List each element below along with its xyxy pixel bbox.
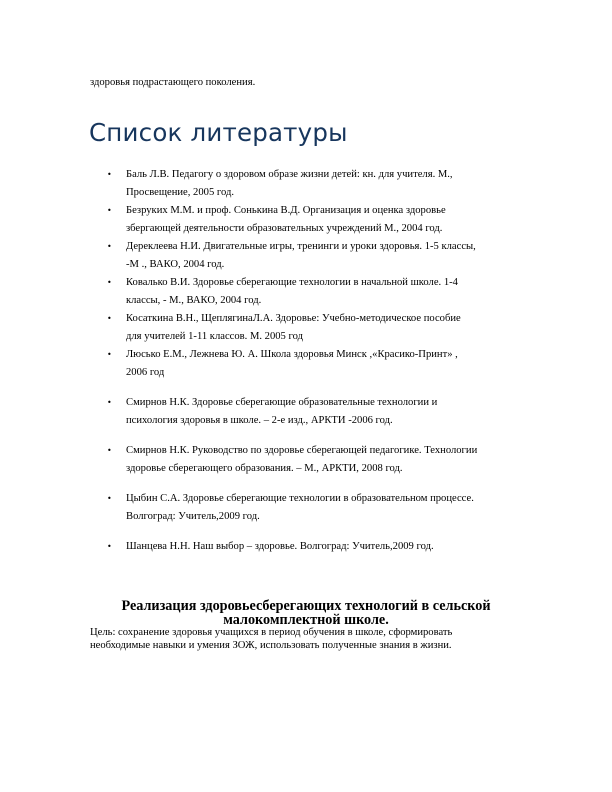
reference-text: Дереклеева Н.И. Двигательные игры, тренинги и уроки здоровья. 1-5 классы, xyxy=(126,241,476,252)
reference-text: классы, - М., ВАКО, 2004 год. xyxy=(126,295,262,306)
reference-text: Цыбин С.А. Здоровье сберегающие технологии в образовательном процессе. xyxy=(126,493,474,504)
goal-text: необходимые навыки и умения ЗОЖ, использовать полученные знания в жизни. xyxy=(90,639,452,651)
intro-text: здоровья подрастающего поколения. xyxy=(90,77,256,88)
reference-text: збергающей деятельности образовательных учреждений М., 2004 год. xyxy=(126,223,443,234)
bullet-icon: • xyxy=(107,278,112,287)
reference-item xyxy=(107,274,526,310)
bullet-icon: • xyxy=(107,494,112,503)
section-title xyxy=(90,599,522,627)
section-title-line: Реализация здоровьесберегающих технологий в сельской xyxy=(121,598,491,614)
reference-text: Просвещение, 2005 год. xyxy=(126,187,234,198)
section-title-line: малокомплектной школе. xyxy=(223,612,389,628)
goal-text: Цель: сохранение здоровья учащихся в период обучения в школе, сформировать xyxy=(90,627,453,638)
goal-paragraph xyxy=(90,627,530,652)
reference-text: Шанцева Н.Н. Наш выбор – здоровье. Волгоград: Учитель,2009 год. xyxy=(126,541,434,552)
reference-text: здоровье сберегающего образования. – М., АРКТИ, 2008 год. xyxy=(126,463,403,474)
reference-item xyxy=(107,238,526,274)
reference-item xyxy=(107,490,526,526)
reference-text: Безруких М.М. и проф. Сонькина В.Д. Организация и оценка здоровье xyxy=(126,205,446,216)
reference-item xyxy=(107,442,526,478)
reference-item xyxy=(107,394,526,430)
reference-item xyxy=(107,166,526,202)
bullet-icon: • xyxy=(107,350,112,359)
bullet-icon: • xyxy=(107,170,112,179)
reference-text: 2006 год xyxy=(126,367,165,378)
bullet-icon: • xyxy=(107,242,112,251)
bullet-icon: • xyxy=(107,446,112,455)
reference-text: -М ., ВАКО, 2004 год. xyxy=(126,259,225,270)
reference-text: Люсько Е.М., Лежнева Ю. А. Школа здоровья Минск ,«Красико-Принт» , xyxy=(126,349,458,360)
reference-text: Смирнов Н.К. Здоровье сберегающие образовательные технологии и xyxy=(126,397,438,408)
reference-text: для учителей 1-11 классов. М. 2005 год xyxy=(126,331,303,342)
bullet-icon: • xyxy=(107,398,112,407)
reference-text: психология здоровья в школе. – 2-е изд., АРКТИ -2006 год. xyxy=(126,415,393,426)
reference-text: Косаткина В.Н., ЩеплягинаЛ.А. Здоровье: Учебно-методическое пособие xyxy=(126,313,461,324)
reference-text: Ковалько В.И. Здоровье сберегающие технологии в начальной школе. 1-4 xyxy=(126,277,458,288)
bullet-icon: • xyxy=(107,314,112,323)
bullet-icon: • xyxy=(107,206,112,215)
reference-text: Волгоград: Учитель,2009 год. xyxy=(126,511,260,522)
reference-item xyxy=(107,346,526,382)
bibliography-heading: Список литературы xyxy=(89,118,348,147)
reference-item xyxy=(107,310,526,346)
reference-item xyxy=(107,538,526,556)
reference-text: Баль Л.В. Педагогу о здоровом образе жизни детей: кн. для учителя. М., xyxy=(126,169,453,180)
reference-item xyxy=(107,202,526,238)
bullet-icon: • xyxy=(107,542,112,551)
reference-text: Смирнов Н.К. Руководство по здоровье сберегающей педагогике. Технологии xyxy=(126,445,478,456)
